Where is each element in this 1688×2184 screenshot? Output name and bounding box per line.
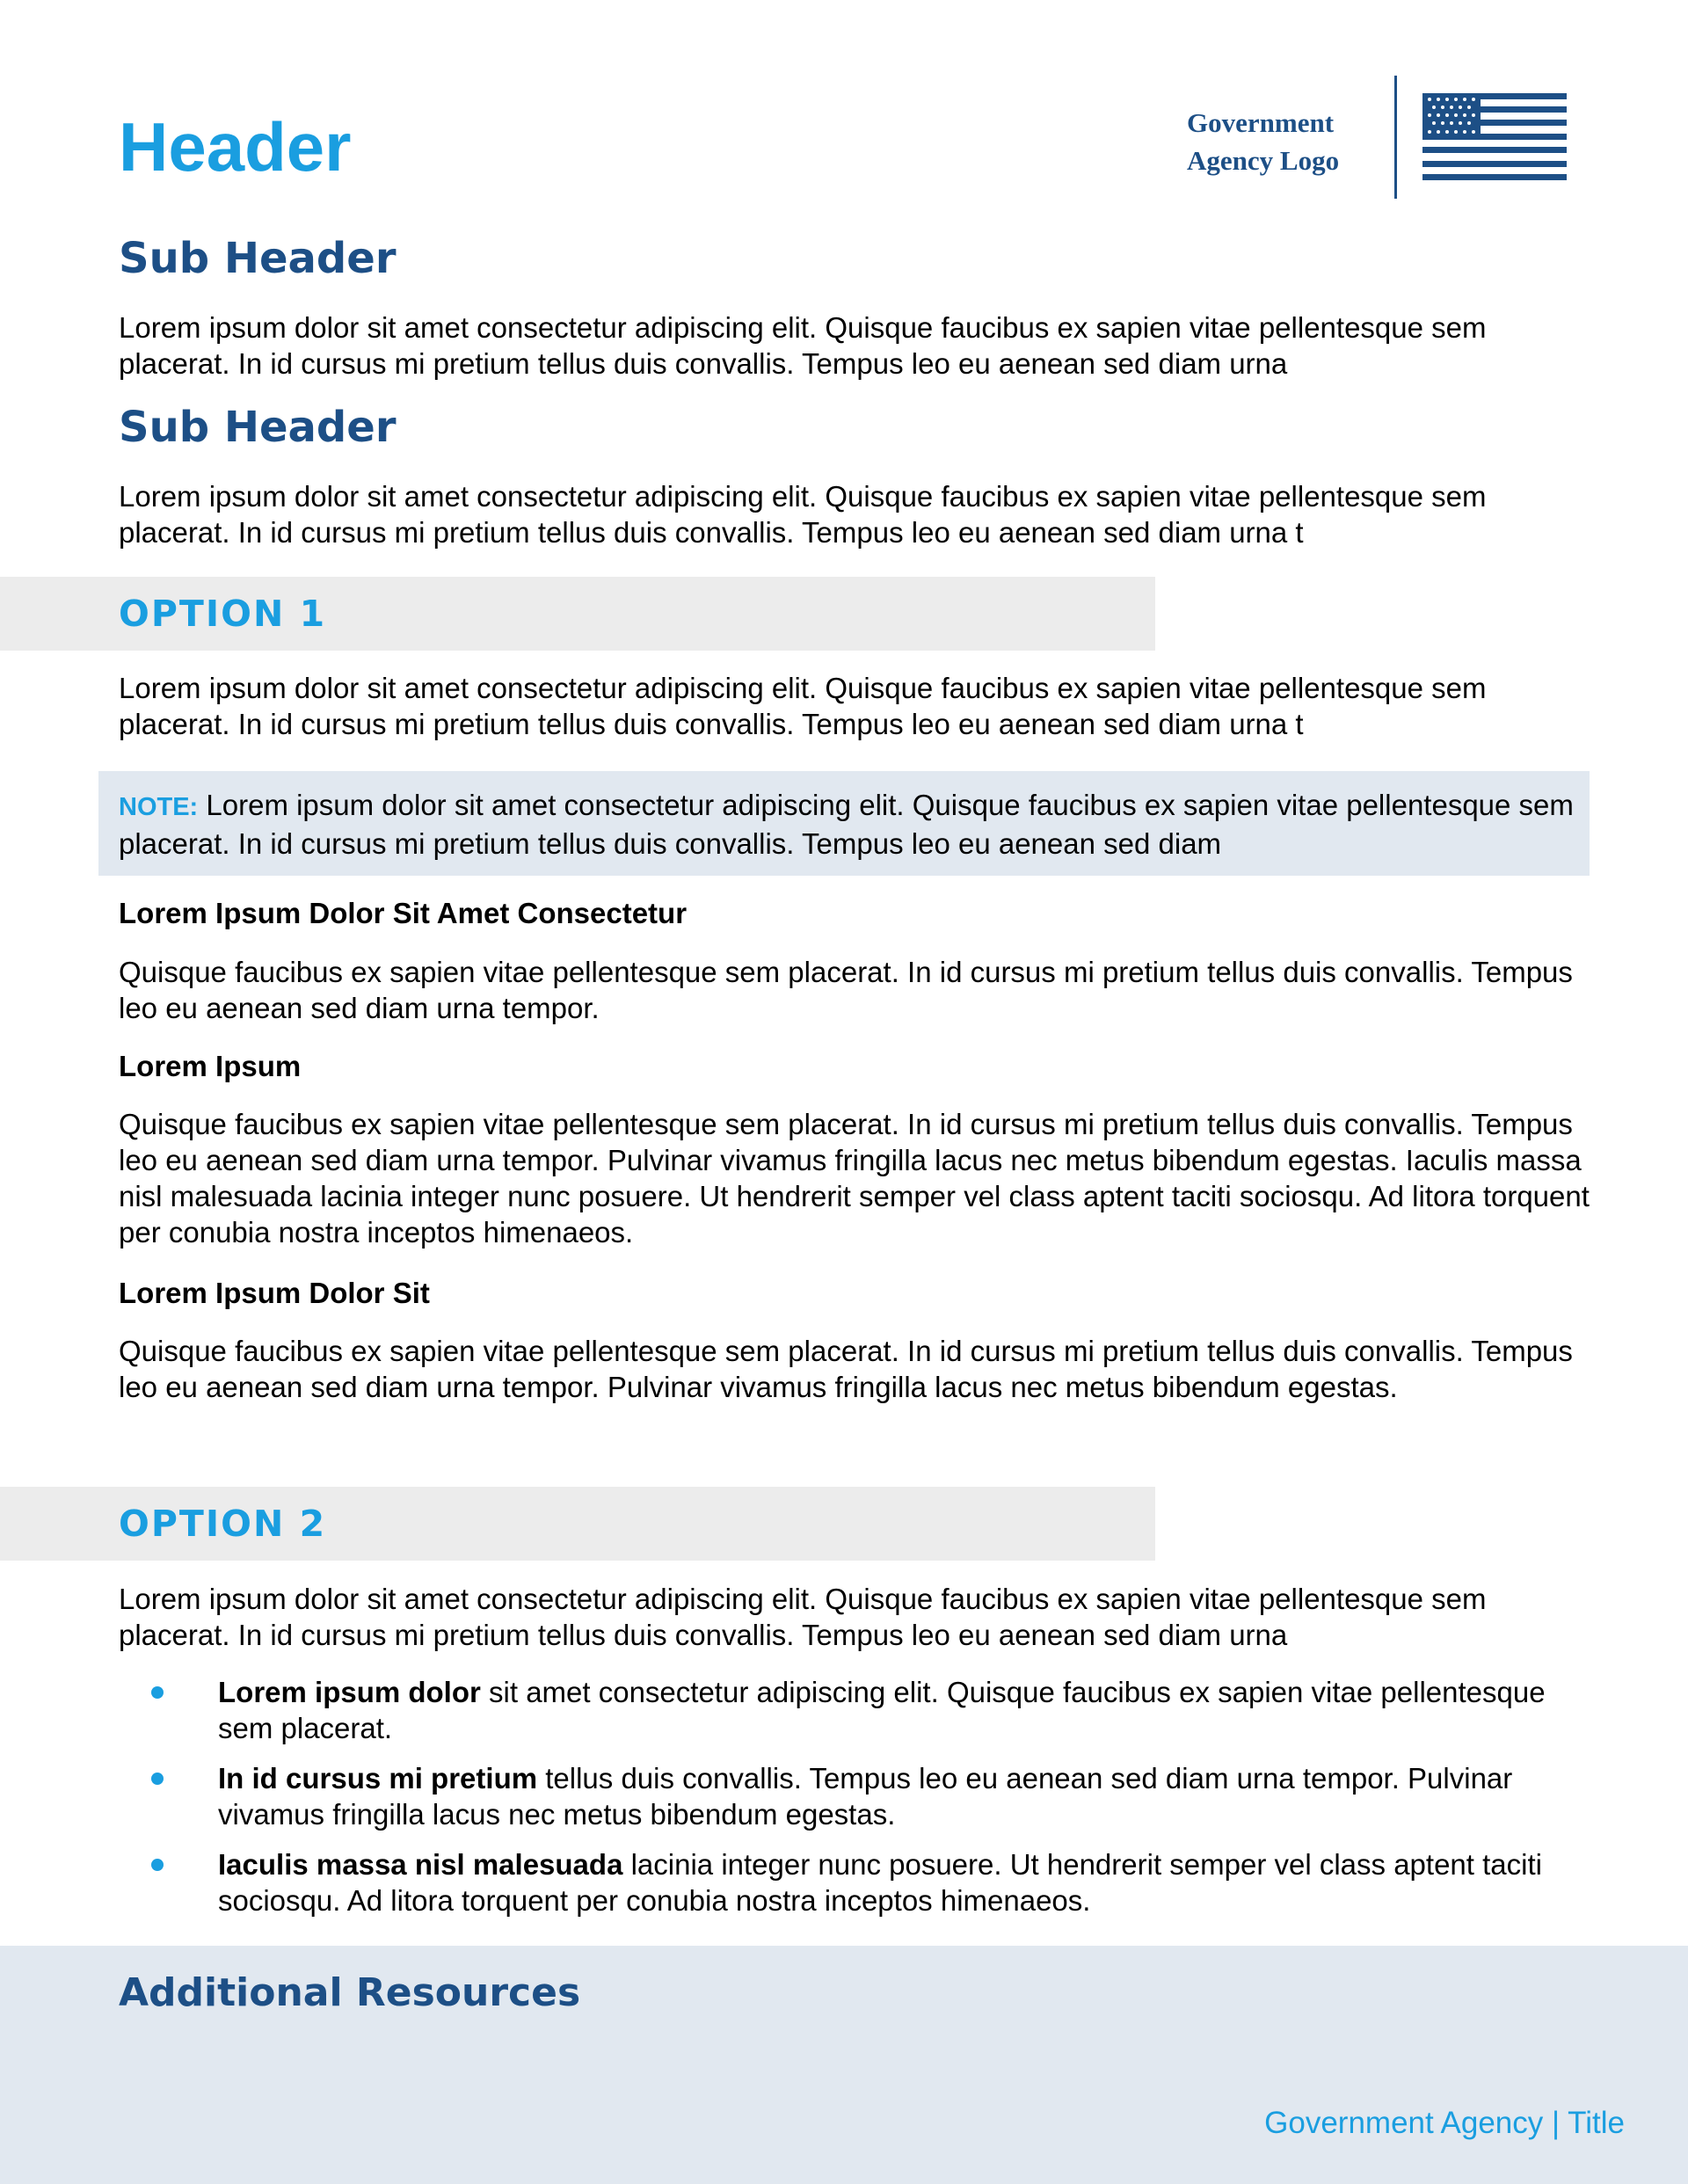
note-paragraph bbox=[119, 787, 1578, 862]
additional-resources-panel bbox=[0, 1946, 1688, 2184]
logo-line-2: Agency Logo bbox=[1187, 145, 1340, 176]
block-1-heading: Lorem Ipsum Dolor Sit Amet Consectetur bbox=[119, 897, 688, 929]
bullet-text: sit amet consectetur adipiscing elit. Quisque faucibus ex sapien vitae pellentesque sem placerat. bbox=[218, 1676, 1546, 1744]
page-title: Header bbox=[119, 108, 352, 186]
option-2-bullet-list bbox=[141, 1674, 1582, 1933]
option-2-body: Lorem ipsum dolor sit amet consectetur adipiscing elit. Quisque faucibus ex sapien vitae pellentesque sem placerat. In id cursus mi pretium tellus duis convallis. Tempus leo eu aenean sed diam urna bbox=[119, 1583, 1487, 1651]
sub-header-1: Sub Header bbox=[119, 234, 397, 283]
block-2-body: Quisque faucibus ex sapien vitae pellentesque sem placerat. In id cursus mi pretium tellus duis convallis. Tempus leo eu aenean sed diam urna tempor. Pulvinar vivamus fringilla lacus nec metus bibendum egestas. Iaculis massa nisl malesuada lacinia integer nunc posuere. Ut hendrerit semper vel class aptent taciti sociosqu. Ad litora torquent per conubia nostra inceptos himenaeos. bbox=[119, 1108, 1590, 1249]
additional-resources-title: Additional Resources bbox=[119, 1970, 581, 2015]
sub-header-1-body: Lorem ipsum dolor sit amet consectetur adipiscing elit. Quisque faucibus ex sapien vitae pellentesque sem placerat. In id cursus mi pretium tellus duis convallis. Tempus leo eu aenean sed diam urna bbox=[119, 311, 1487, 380]
footer-agency-title: Government Agency | Title bbox=[1264, 2106, 1625, 2140]
list-item bbox=[141, 1760, 1582, 1832]
block-3-heading: Lorem Ipsum Dolor Sit bbox=[119, 1277, 430, 1309]
block-2-heading: Lorem Ipsum bbox=[119, 1050, 302, 1082]
sub-header-2-body: Lorem ipsum dolor sit amet consectetur adipiscing elit. Quisque faucibus ex sapien vitae pellentesque sem placerat. In id cursus mi pretium tellus duis convallis. Tempus leo eu aenean sed diam urna t bbox=[119, 480, 1487, 549]
list-item bbox=[141, 1674, 1582, 1746]
bullet-icon bbox=[151, 1859, 164, 1871]
bullet-bold: Iaculis massa nisl malesuada bbox=[218, 1848, 623, 1881]
note-text: Lorem ipsum dolor sit amet consectetur adipiscing elit. Quisque faucibus ex sapien vitae pellentesque sem placerat. In id cursus mi pretium tellus duis convallis. Tempus leo eu aenean sed diam bbox=[119, 789, 1574, 860]
logo-line-1: Government bbox=[1187, 107, 1335, 138]
option-1-bar bbox=[0, 577, 1155, 651]
option-2-title: OPTION 2 bbox=[119, 1503, 327, 1545]
note-box bbox=[98, 771, 1590, 876]
bullet-text: tellus duis convallis. Tempus leo eu aenean sed diam urna tempor. Pulvinar vivamus fringilla lacus nec metus bibendum egestas. bbox=[218, 1762, 1513, 1831]
sub-header-2: Sub Header bbox=[119, 403, 397, 452]
us-flag-icon bbox=[1422, 93, 1567, 181]
note-label: NOTE: bbox=[119, 793, 199, 821]
bullet-icon bbox=[151, 1773, 164, 1785]
bullet-bold: Lorem ipsum dolor bbox=[218, 1676, 481, 1708]
bullet-text: lacinia integer nunc posuere. Ut hendrerit semper vel class aptent taciti sociosqu. Ad litora torquent per conubia nostra inceptos himenaeos. bbox=[218, 1848, 1542, 1917]
option-2-bar bbox=[0, 1487, 1155, 1561]
option-1-title: OPTION 1 bbox=[119, 593, 327, 635]
list-item bbox=[141, 1846, 1582, 1918]
agency-logo-text bbox=[1187, 104, 1380, 179]
block-1-body: Quisque faucibus ex sapien vitae pellentesque sem placerat. In id cursus mi pretium tellus duis convallis. Tempus leo eu aenean sed diam urna tempor. bbox=[119, 956, 1573, 1024]
logo-divider bbox=[1394, 76, 1397, 199]
bullet-bold: In id cursus mi pretium bbox=[218, 1762, 538, 1795]
option-1-body: Lorem ipsum dolor sit amet consectetur adipiscing elit. Quisque faucibus ex sapien vitae pellentesque sem placerat. In id cursus mi pretium tellus duis convallis. Tempus leo eu aenean sed diam urna t bbox=[119, 672, 1487, 740]
bullet-icon bbox=[151, 1686, 164, 1699]
block-3-body: Quisque faucibus ex sapien vitae pellentesque sem placerat. In id cursus mi pretium tellus duis convallis. Tempus leo eu aenean sed diam urna tempor. Pulvinar vivamus fringilla lacus nec metus bibendum egestas. bbox=[119, 1335, 1573, 1403]
